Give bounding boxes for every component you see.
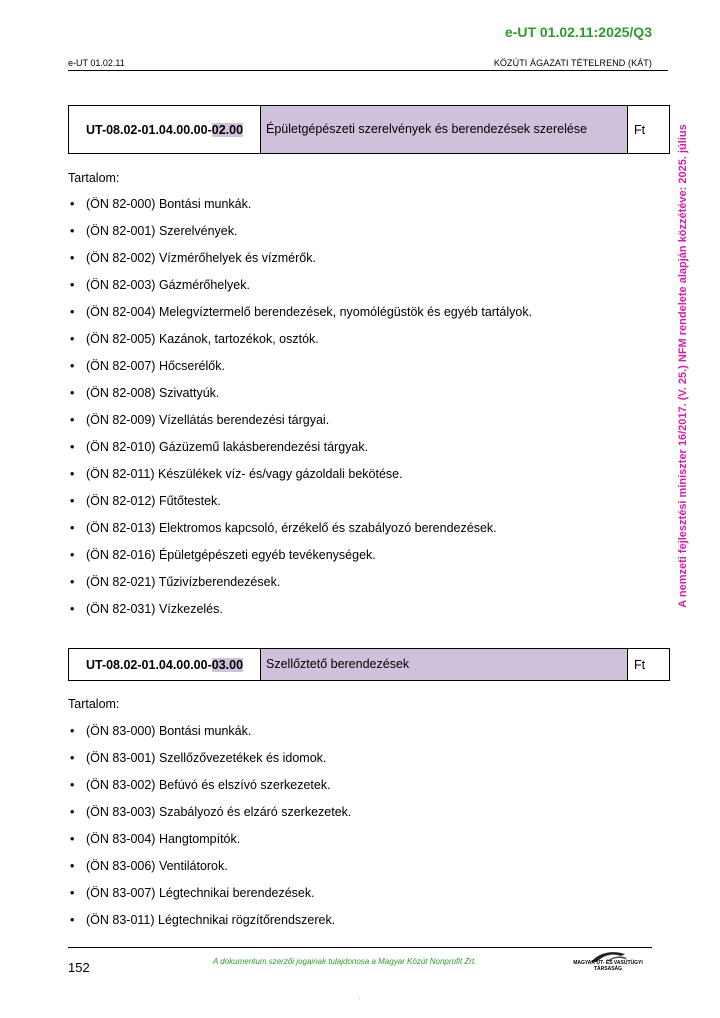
copyright-note: A dokumentum szerzői jogainak tulajdonosa a Magyar Közút Nonprofit Zrt. xyxy=(213,957,477,966)
list-item: • (ÖN 83-007) Légtechnikai berendezések. xyxy=(68,886,351,913)
item-code-suffix: 02.00 xyxy=(211,122,244,137)
header-right: KÖZÚTI ÁGAZATI TÉTELREND (KÁT) xyxy=(493,58,652,68)
list-item: • (ÖN 82-010) Gázüzemű lakásberendezési tárgyak. xyxy=(68,440,532,467)
company-logo xyxy=(563,950,653,972)
item-header-table-1 xyxy=(68,105,670,154)
header-rule xyxy=(68,70,668,71)
content-list-1 xyxy=(68,197,532,629)
list-item: • (ÖN 82-005) Kazánok, tartozékok, osztók. xyxy=(68,332,532,359)
item-code-prefix: UT-08.02-01.04.00.00- xyxy=(85,657,212,672)
side-note-text: A nemzeti fejlesztési miniszter 16/2017. (V. 25.) NFM rendelete alapján közzétéve: 2025. július xyxy=(677,124,689,608)
item-code xyxy=(69,649,261,681)
list-item: • (ÖN 82-000) Bontási munkák. xyxy=(68,197,532,224)
item-title: Szellőztető berendezések xyxy=(261,649,628,681)
list-item: • (ÖN 83-001) Szellőzővezetékek és idomok. xyxy=(68,751,351,778)
list-item: • (ÖN 82-004) Melegvíztermelő berendezések, nyomólégüstök és egyéb tartályok. xyxy=(68,305,532,332)
list-item: • (ÖN 83-011) Légtechnikai rögzítőrendszerek. xyxy=(68,913,351,940)
list-item: • (ÖN 82-012) Fűtőtestek. xyxy=(68,494,532,521)
side-note xyxy=(672,96,694,636)
list-item: • (ÖN 82-001) Szerelvények. xyxy=(68,224,532,251)
list-item: • (ÖN 83-006) Ventilátorok. xyxy=(68,859,351,886)
list-item: • (ÖN 83-000) Bontási munkák. xyxy=(68,724,351,751)
item-title: Épületgépészeti szerelvények és berendezések szerelése xyxy=(261,106,628,154)
logo-text: MAGYAR ÚT- ÉS VASÚTÜGYI TÁRSASÁG xyxy=(573,960,643,972)
content-label: Tartalom: xyxy=(68,697,120,711)
footer-dot: · xyxy=(358,994,361,1003)
item-code-prefix: UT-08.02-01.04.00.00- xyxy=(85,122,212,137)
list-item: • (ÖN 82-013) Elektromos kapcsoló, érzékelő és szabályozó berendezések. xyxy=(68,521,532,548)
list-item: • (ÖN 82-011) Készülékek víz- és/vagy gázoldali bekötése. xyxy=(68,467,532,494)
header-left: e-UT 01.02.11 xyxy=(68,58,125,68)
list-item: • (ÖN 82-003) Gázmérőhelyek. xyxy=(68,278,532,305)
document-code: e-UT 01.02.11:2025/Q3 xyxy=(504,24,652,40)
list-item: • (ÖN 82-021) Tűzivízberendezések. xyxy=(68,575,532,602)
footer-rule xyxy=(68,947,652,948)
page-number: 152 xyxy=(68,960,90,975)
list-item: • (ÖN 82-016) Épületgépészeti egyéb tevékenységek. xyxy=(68,548,532,575)
item-unit: Ft xyxy=(628,649,670,681)
item-code xyxy=(69,106,261,154)
content-label: Tartalom: xyxy=(68,171,120,185)
list-item: • (ÖN 82-009) Vízellátás berendezési tárgyai. xyxy=(68,413,532,440)
item-code-suffix: 03.00 xyxy=(211,657,244,672)
list-item: • (ÖN 82-002) Vízmérőhelyek és vízmérők. xyxy=(68,251,532,278)
item-header-table-2 xyxy=(68,648,670,681)
list-item: • (ÖN 82-007) Hőcserélők. xyxy=(68,359,532,386)
list-item: • (ÖN 83-002) Befúvó és elszívó szerkezetek. xyxy=(68,778,351,805)
list-item: • (ÖN 82-008) Szivattyúk. xyxy=(68,386,532,413)
item-unit: Ft xyxy=(628,106,670,154)
content-list-2 xyxy=(68,724,351,940)
list-item: • (ÖN 83-004) Hangtompítók. xyxy=(68,832,351,859)
list-item: • (ÖN 83-003) Szabályozó és elzáró szerkezetek. xyxy=(68,805,351,832)
list-item: • (ÖN 82-031) Vízkezelés. xyxy=(68,602,532,629)
